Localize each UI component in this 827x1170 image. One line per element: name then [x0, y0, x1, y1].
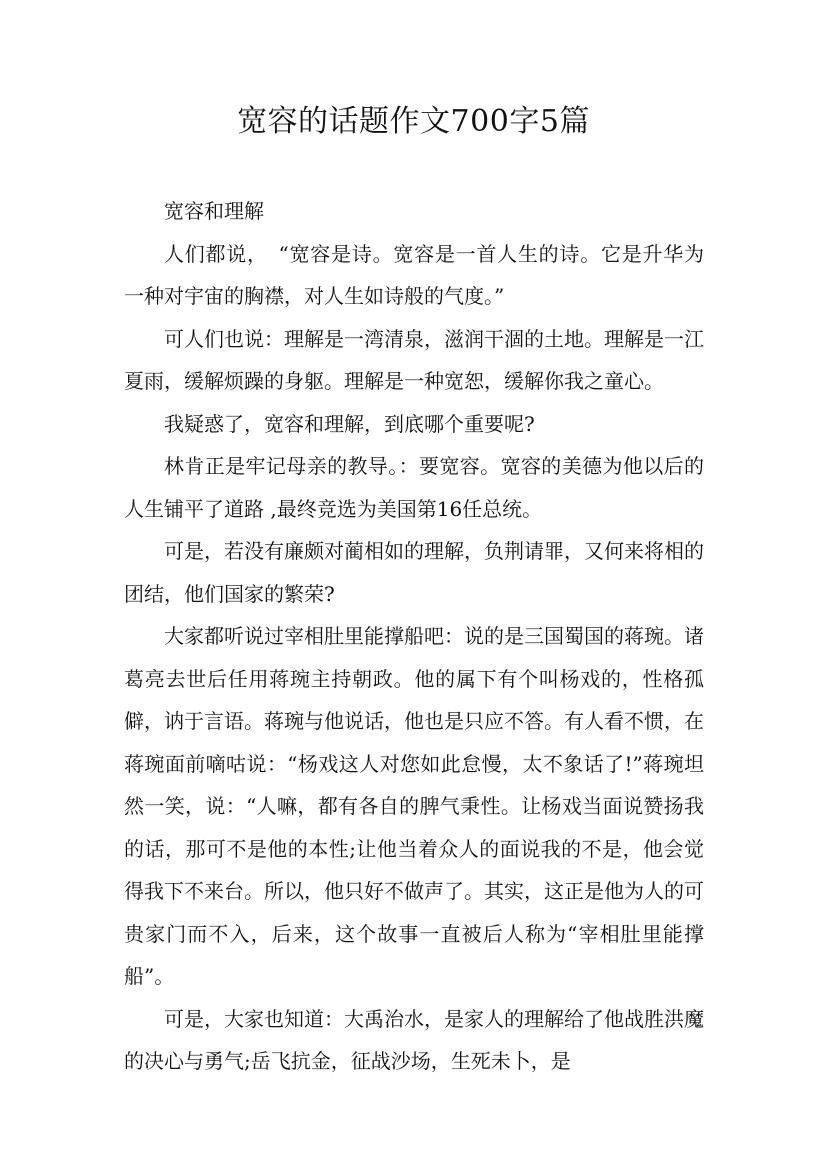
paragraph: 人们都说， “宽容是诗。宽容是一首人生的诗。它是升华为一种对宇宙的胸襟，对人生如诗般的气度。” — [124, 241, 704, 308]
paragraph: 我疑惑了，宽容和理解，到底哪个重要呢? — [164, 411, 535, 436]
paragraph: 林肯正是牢记母亲的教导。：要宽容。宽容的美德为他以后的人生铺平了道路 ,最终竞选为美国第16任总统。 — [124, 454, 704, 521]
paragraph-subtitle: 宽容和理解 — [164, 199, 264, 223]
document-body — [124, 190, 704, 1083]
paragraph: 可人们也说：理解是一湾清泉，滋润干涸的土地。理解是一江夏雨，缓解烦躁的身躯。理解是一种宽恕，缓解你我之童心。 — [124, 326, 704, 393]
paragraph: 大家都听说过宰相肚里能撑船吧：说的是三国蜀国的蒋琬。诸葛亮去世后任用蒋琬主持朝政。他的属下有个叫杨戏的，性格孤僻，讷于言语。蒋琬与他说话，他也是只应不答。有人看不惯，在蒋琬面前嘀咕说：“杨戏这人对您如此怠慢，太不象话了!”蒋琬坦然一笑，说：“人嘛，都有各自的脾气秉性。让杨戏当面说赞扬我的话，那可不是他的本性;让他当着众人的面说我的不是，他会觉得我下不来台。所以，他只好不做声了。其实，这正是他为人的可贵家门而不入，后来，这个故事一直被后人称为“宰相肚里能撑船”。 — [124, 624, 704, 988]
paragraph: 可是，若没有廉颇对蔺相如的理解，负荆请罪，又何来将相的团结，他们国家的繁荣? — [124, 539, 704, 606]
document-title: 宽容的话题作文700字5篇 — [237, 104, 590, 139]
paragraph: 可是，大家也知道：大禹治水，是家人的理解给了他战胜洪魔的决心与勇气;岳飞抗金，征战沙场，生死未卜，是 — [124, 1006, 704, 1073]
